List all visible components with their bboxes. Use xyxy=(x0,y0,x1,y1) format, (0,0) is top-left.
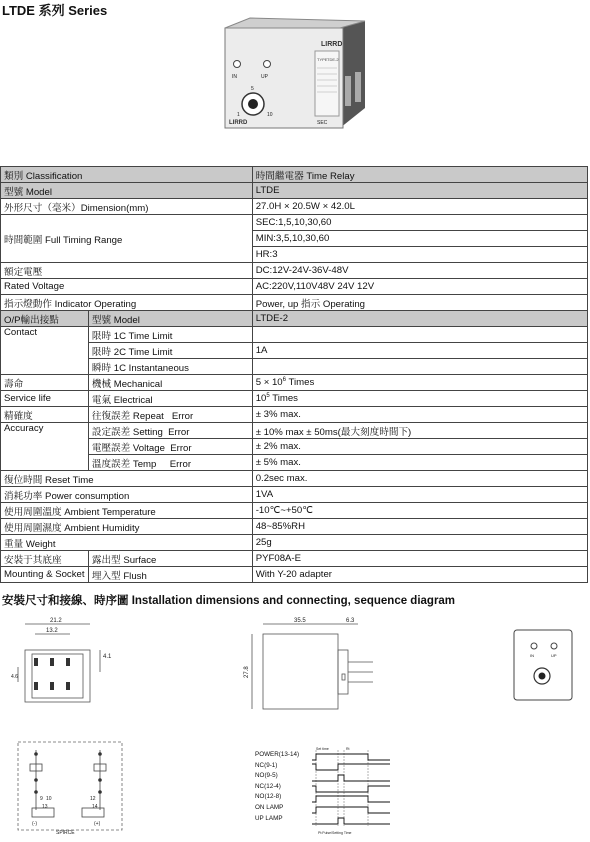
contact-label-1: O/P輸出接點 xyxy=(1,311,89,327)
seq-label: NO(9-5) xyxy=(255,772,278,780)
terminal-plus: (+) xyxy=(94,821,101,827)
terminal-minus: (-) xyxy=(32,821,37,827)
page-title: LTDE 系列 Series xyxy=(2,3,108,18)
seq-label: UP LAMP xyxy=(255,814,283,822)
dim-height: 27.8 xyxy=(244,666,250,678)
type-label: TYPE xyxy=(317,57,328,62)
seq-footer: Pt:Pulse/Setting Time xyxy=(318,831,352,835)
life-row-label: 機械 Mechanical xyxy=(88,375,252,391)
front-dimension-drawing xyxy=(10,612,120,724)
contact-row-label: 限時 1C Time Limit xyxy=(88,327,252,343)
terminal-9: 9 xyxy=(40,796,43,802)
dim-side: 4.6 xyxy=(11,674,18,680)
model-value: LTDE xyxy=(252,183,587,199)
life-label-1: 壽命 xyxy=(1,375,89,391)
voltage-label-1: 額定電壓 xyxy=(1,263,253,279)
life-row-label: 電氣 Electrical xyxy=(88,391,252,407)
type-value: TDE-2 xyxy=(327,57,339,62)
brand-text-2: LIRRD xyxy=(229,120,248,126)
contact-row-value: 1A xyxy=(252,343,587,359)
accuracy-row-label: 電壓誤差 Voltage Error xyxy=(88,439,252,455)
dial-min: 1 xyxy=(237,112,240,118)
accuracy-row-value: ± 5% max. xyxy=(252,455,587,471)
model-label: 型號 Model xyxy=(1,183,253,199)
up-label: UP xyxy=(261,74,268,80)
in-label: IN xyxy=(232,74,237,80)
accuracy-row-value: ± 3% max. xyxy=(252,407,587,423)
reset-value: 0.2sec max. xyxy=(252,471,587,487)
dimension-label: 外形尺寸（毫米）Dimension(mm) xyxy=(1,199,253,215)
reset-label: 復位時間 Reset Time xyxy=(1,471,253,487)
timing-value-1: SEC:1,5,10,30,60 xyxy=(252,215,587,231)
dial-mid: 5 xyxy=(251,86,254,92)
timing-value-2: MIN:3,5,10,30,60 xyxy=(252,231,587,247)
accuracy-row-value: ± 2% max. xyxy=(252,439,587,455)
indicator-value: Power, up 指示 Operating xyxy=(252,295,587,311)
mounting-row-label: 露出型 Surface xyxy=(88,551,252,567)
dim-length: 35.5 xyxy=(294,618,306,624)
dim-w2: 13.2 xyxy=(46,628,58,634)
dim-length-2: 6.3 xyxy=(346,618,355,624)
mounting-label-1: 安裝于其底座 xyxy=(1,551,89,567)
indicator-label: 指示燈動作 Indicator Operating xyxy=(1,295,253,311)
life-label-2: Service life xyxy=(1,391,89,407)
mounting-row-label: 埋入型 Flush xyxy=(88,567,252,583)
seq-label: POWER(13-14) xyxy=(255,751,300,758)
contact-row-value xyxy=(252,359,587,375)
life-row-value: $5 \times 10^6$ Times xyxy=(252,375,587,391)
timing-label: 時間範圍 Full Timing Range xyxy=(1,215,253,263)
panel-up: UP xyxy=(551,653,557,658)
seq-col2: Rt xyxy=(346,747,350,751)
contact-row-value xyxy=(252,327,587,343)
temp-label: 使用周圍溫度 Ambient Temperature xyxy=(1,503,253,519)
timing-value-3: HR:3 xyxy=(252,247,587,263)
accuracy-row-label: 溫度誤差 Temp Error xyxy=(88,455,252,471)
terminal-10: 10 xyxy=(46,796,52,802)
product-photo xyxy=(215,16,375,156)
wiring-diagram xyxy=(12,740,132,840)
sequence-labels xyxy=(255,750,299,824)
power-label: 消耗功率 Power consumption xyxy=(1,487,253,503)
sec-label: SEC xyxy=(317,120,328,126)
voltage-label-2: Rated Voltage xyxy=(1,279,253,295)
panel-in: IN xyxy=(530,653,534,658)
spirce-label: SPIRCE xyxy=(56,830,75,836)
temp-value: -10℃~+50℃ xyxy=(252,503,587,519)
brand-text: LIRRD xyxy=(321,41,343,48)
power-value: 1VA xyxy=(252,487,587,503)
dim-h1: 4.1 xyxy=(103,654,112,660)
mounting-label-2: Mounting & Socket xyxy=(1,567,89,583)
classification-value: 時間繼電器 Time Relay xyxy=(252,167,587,183)
accuracy-row-value: ± 10% max ± 50ms(最大刻度時間下) xyxy=(252,423,587,439)
voltage-value-2: AC:220V,110V48V 24V 12V xyxy=(252,279,587,295)
seq-col1: Set time xyxy=(316,747,329,751)
terminal-12: 12 xyxy=(90,796,96,802)
contact-row-label: 型號 Model xyxy=(88,311,252,327)
accuracy-row-label: 往復誤差 Repeat Error xyxy=(88,407,252,423)
accuracy-label-1: 精確度 xyxy=(1,407,89,423)
contact-row-value: LTDE-2 xyxy=(252,311,587,327)
voltage-value-1: DC:12V-24V-36V-48V xyxy=(252,263,587,279)
section-title: 安裝尺寸和接線、時序圖 Installation dimensions and connecting, sequence diagram xyxy=(2,595,456,607)
terminal-14: 14 xyxy=(92,804,98,810)
weight-value: 25g xyxy=(252,535,587,551)
life-row-value: $10^5$ Times xyxy=(252,391,587,407)
dial-max: 10 xyxy=(267,112,273,118)
dim-w1: 21.2 xyxy=(50,618,62,624)
humidity-label: 使用周圍濕度 Ambient Humidity xyxy=(1,519,253,535)
spec-table xyxy=(0,166,588,583)
seq-label: NO(12-8) xyxy=(255,793,282,801)
accuracy-label-2: Accuracy xyxy=(1,423,89,471)
contact-label-2: Contact xyxy=(1,327,89,375)
weight-label: 重量 Weight xyxy=(1,535,253,551)
mounting-row-value: With Y-20 adapter xyxy=(252,567,587,583)
terminal-13: 13 xyxy=(42,804,48,810)
contact-row-label: 限時 2C Time Limit xyxy=(88,343,252,359)
mounting-row-value: PYF08A-E xyxy=(252,551,587,567)
humidity-value: 48~85%RH xyxy=(252,519,587,535)
dimension-value: 27.0H × 20.5W × 42.0L xyxy=(252,199,587,215)
classification-label: 類別 Classification xyxy=(1,167,253,183)
front-panel-drawing xyxy=(512,628,576,704)
side-dimension-drawing xyxy=(238,612,388,724)
seq-label: NC(12-4) xyxy=(255,782,281,790)
seq-label: NC(9-1) xyxy=(255,761,278,769)
accuracy-row-label: 設定誤差 Setting Error xyxy=(88,423,252,439)
sequence-diagram xyxy=(312,744,392,836)
seq-label: ON LAMP xyxy=(255,803,284,811)
contact-row-label: 瞬時 1C Instantaneous xyxy=(88,359,252,375)
